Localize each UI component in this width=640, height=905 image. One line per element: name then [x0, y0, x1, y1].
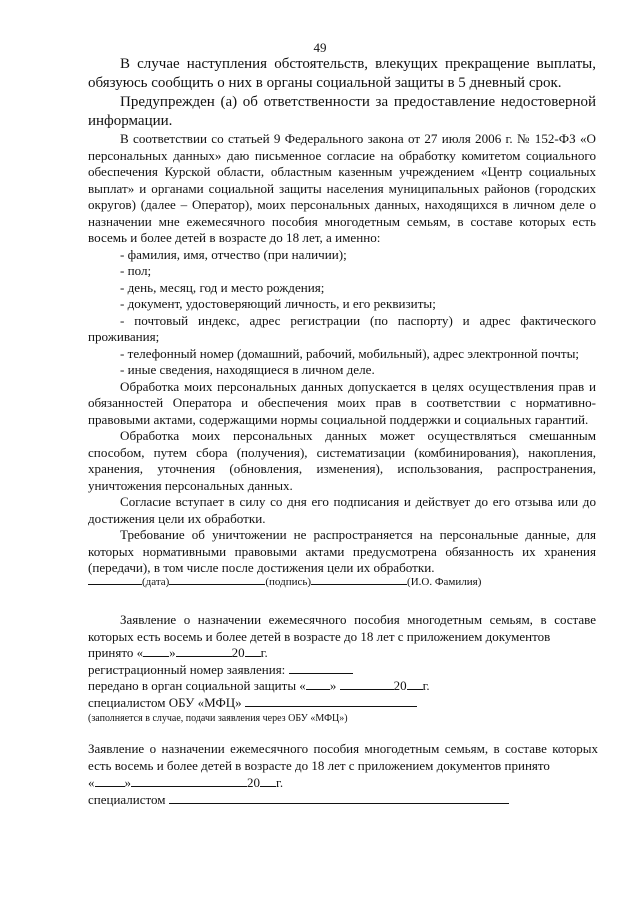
- date-caption: (дата): [142, 576, 170, 588]
- authority-receipt-section: [88, 740, 598, 808]
- month-blank[interactable]: [340, 678, 394, 690]
- list-item: - телефонный номер (домашний, рабочий, мобильный), адрес электронной почты;: [120, 345, 580, 361]
- year-blank[interactable]: [407, 678, 423, 690]
- transfer-date-line: передано в орган социальной защиты « » 20 г.: [88, 678, 430, 693]
- list-item: - фамилия, имя, отчество (при наличии);: [120, 246, 347, 262]
- month-blank[interactable]: [176, 645, 232, 657]
- month-blank[interactable]: [131, 775, 247, 787]
- purpose-paragraph: Обработка моих персональных данных допускается в целях осуществления прав и обязанностей Оператора и обеспечения моих прав в соответствии с нормативно-правовыми актами, содержащими нормы социальной поддержки и социальных гарантий.: [88, 378, 596, 427]
- day-blank[interactable]: [306, 678, 330, 690]
- destruction-paragraph: Требование об уничтожении не распространяется на персональные данные, для которых нормативными правовыми актами предусмотрена обязанность их хранения (передачи), в том числе после достижения цели их обработки.: [88, 527, 596, 575]
- main-text: [88, 55, 596, 577]
- warning-paragraph: Предупрежден (а) об ответственности за предоставление недостоверной информации.: [88, 94, 596, 129]
- mfc-specialist-line: специалистом ОБУ «МФЦ»: [88, 695, 596, 712]
- accepted-date-line: принято « » 20 г.: [88, 645, 268, 660]
- methods-paragraph: Обработка моих персональных данных может осуществляться смешанным способом, путем сбора (получения), систематизации (комбинирования), накопления, хранения, уточнения (обновления, изменения), использования, распространения, уничтожения персональных данных.: [88, 428, 596, 493]
- name-blank[interactable]: [311, 573, 407, 585]
- validity-paragraph: Согласие вступает в силу со дня его подписания и действует до его отзыва или до достижения цели их обработки.: [88, 494, 596, 526]
- year-blank[interactable]: [260, 775, 276, 787]
- year-blank[interactable]: [245, 645, 261, 657]
- consent-intro-paragraph: В соответствии со статьей 9 Федерального закона от 27 июля 2006 г. № 152-ФЗ «О персональных данных» даю письменное согласие на обработку комитетом социального обеспечения Курской области, областным казенным учреждением «Центр социальных выплат» и органами социальной защиты населения муниципальных районов (городских округов) (далее – Оператор), моих персональных данных, находящихся в личном деле о назначении мне ежемесячного пособия многодетным семьям, в составе которых есть восемь и более детей в возрасте до 18 лет, а именно:: [88, 131, 596, 245]
- reg-number-line: регистрационный номер заявления:: [88, 662, 596, 679]
- signature-caption: (подпись): [265, 576, 312, 588]
- mfc-note: (заполняется в случае, подачи заявления через ОБУ «МФЦ»): [88, 713, 348, 724]
- list-item: - почтовый индекс, адрес регистрации (по паспорту) и адрес фактического проживания;: [88, 312, 596, 344]
- specialist-blank[interactable]: [245, 695, 417, 707]
- list-item: - день, месяц, год и место рождения;: [120, 279, 325, 295]
- name-caption: (И.О. Фамилия): [407, 576, 482, 588]
- obligation-paragraph: В случае наступления обстоятельств, влекущих прекращение выплаты, обязуюсь сообщить о них в органы социальной защиты в 5 дневный срок.: [88, 56, 596, 91]
- authority-accepted-date-line: « » 20 г.: [88, 775, 284, 790]
- date-blank[interactable]: [88, 573, 142, 585]
- page-number: 49: [313, 40, 327, 55]
- mfc-receipt-text: Заявление о назначении ежемесячного пособия многодетным семьям, в составе которых есть восемь и более детей в возрасте до 18 лет с приложением документов: [88, 612, 596, 644]
- authority-receipt-text: Заявление о назначении ежемесячного пособия многодетным семьям, в составе которых есть восемь и более детей в возрасте до 18 лет с приложением документов принято: [88, 741, 598, 773]
- specialist-blank[interactable]: [169, 792, 509, 804]
- day-blank[interactable]: [95, 775, 125, 787]
- list-item: - иные сведения, находящиеся в личном деле.: [120, 362, 375, 377]
- mfc-receipt-section: [88, 612, 596, 728]
- signature-blank[interactable]: [169, 573, 265, 585]
- authority-specialist-line: специалистом: [88, 791, 598, 808]
- day-blank[interactable]: [143, 645, 169, 657]
- list-item: - документ, удостоверяющий личность, и его реквизиты;: [120, 296, 436, 311]
- signature-line: [88, 573, 481, 588]
- list-item: - пол;: [120, 263, 152, 278]
- reg-number-blank[interactable]: [289, 662, 353, 674]
